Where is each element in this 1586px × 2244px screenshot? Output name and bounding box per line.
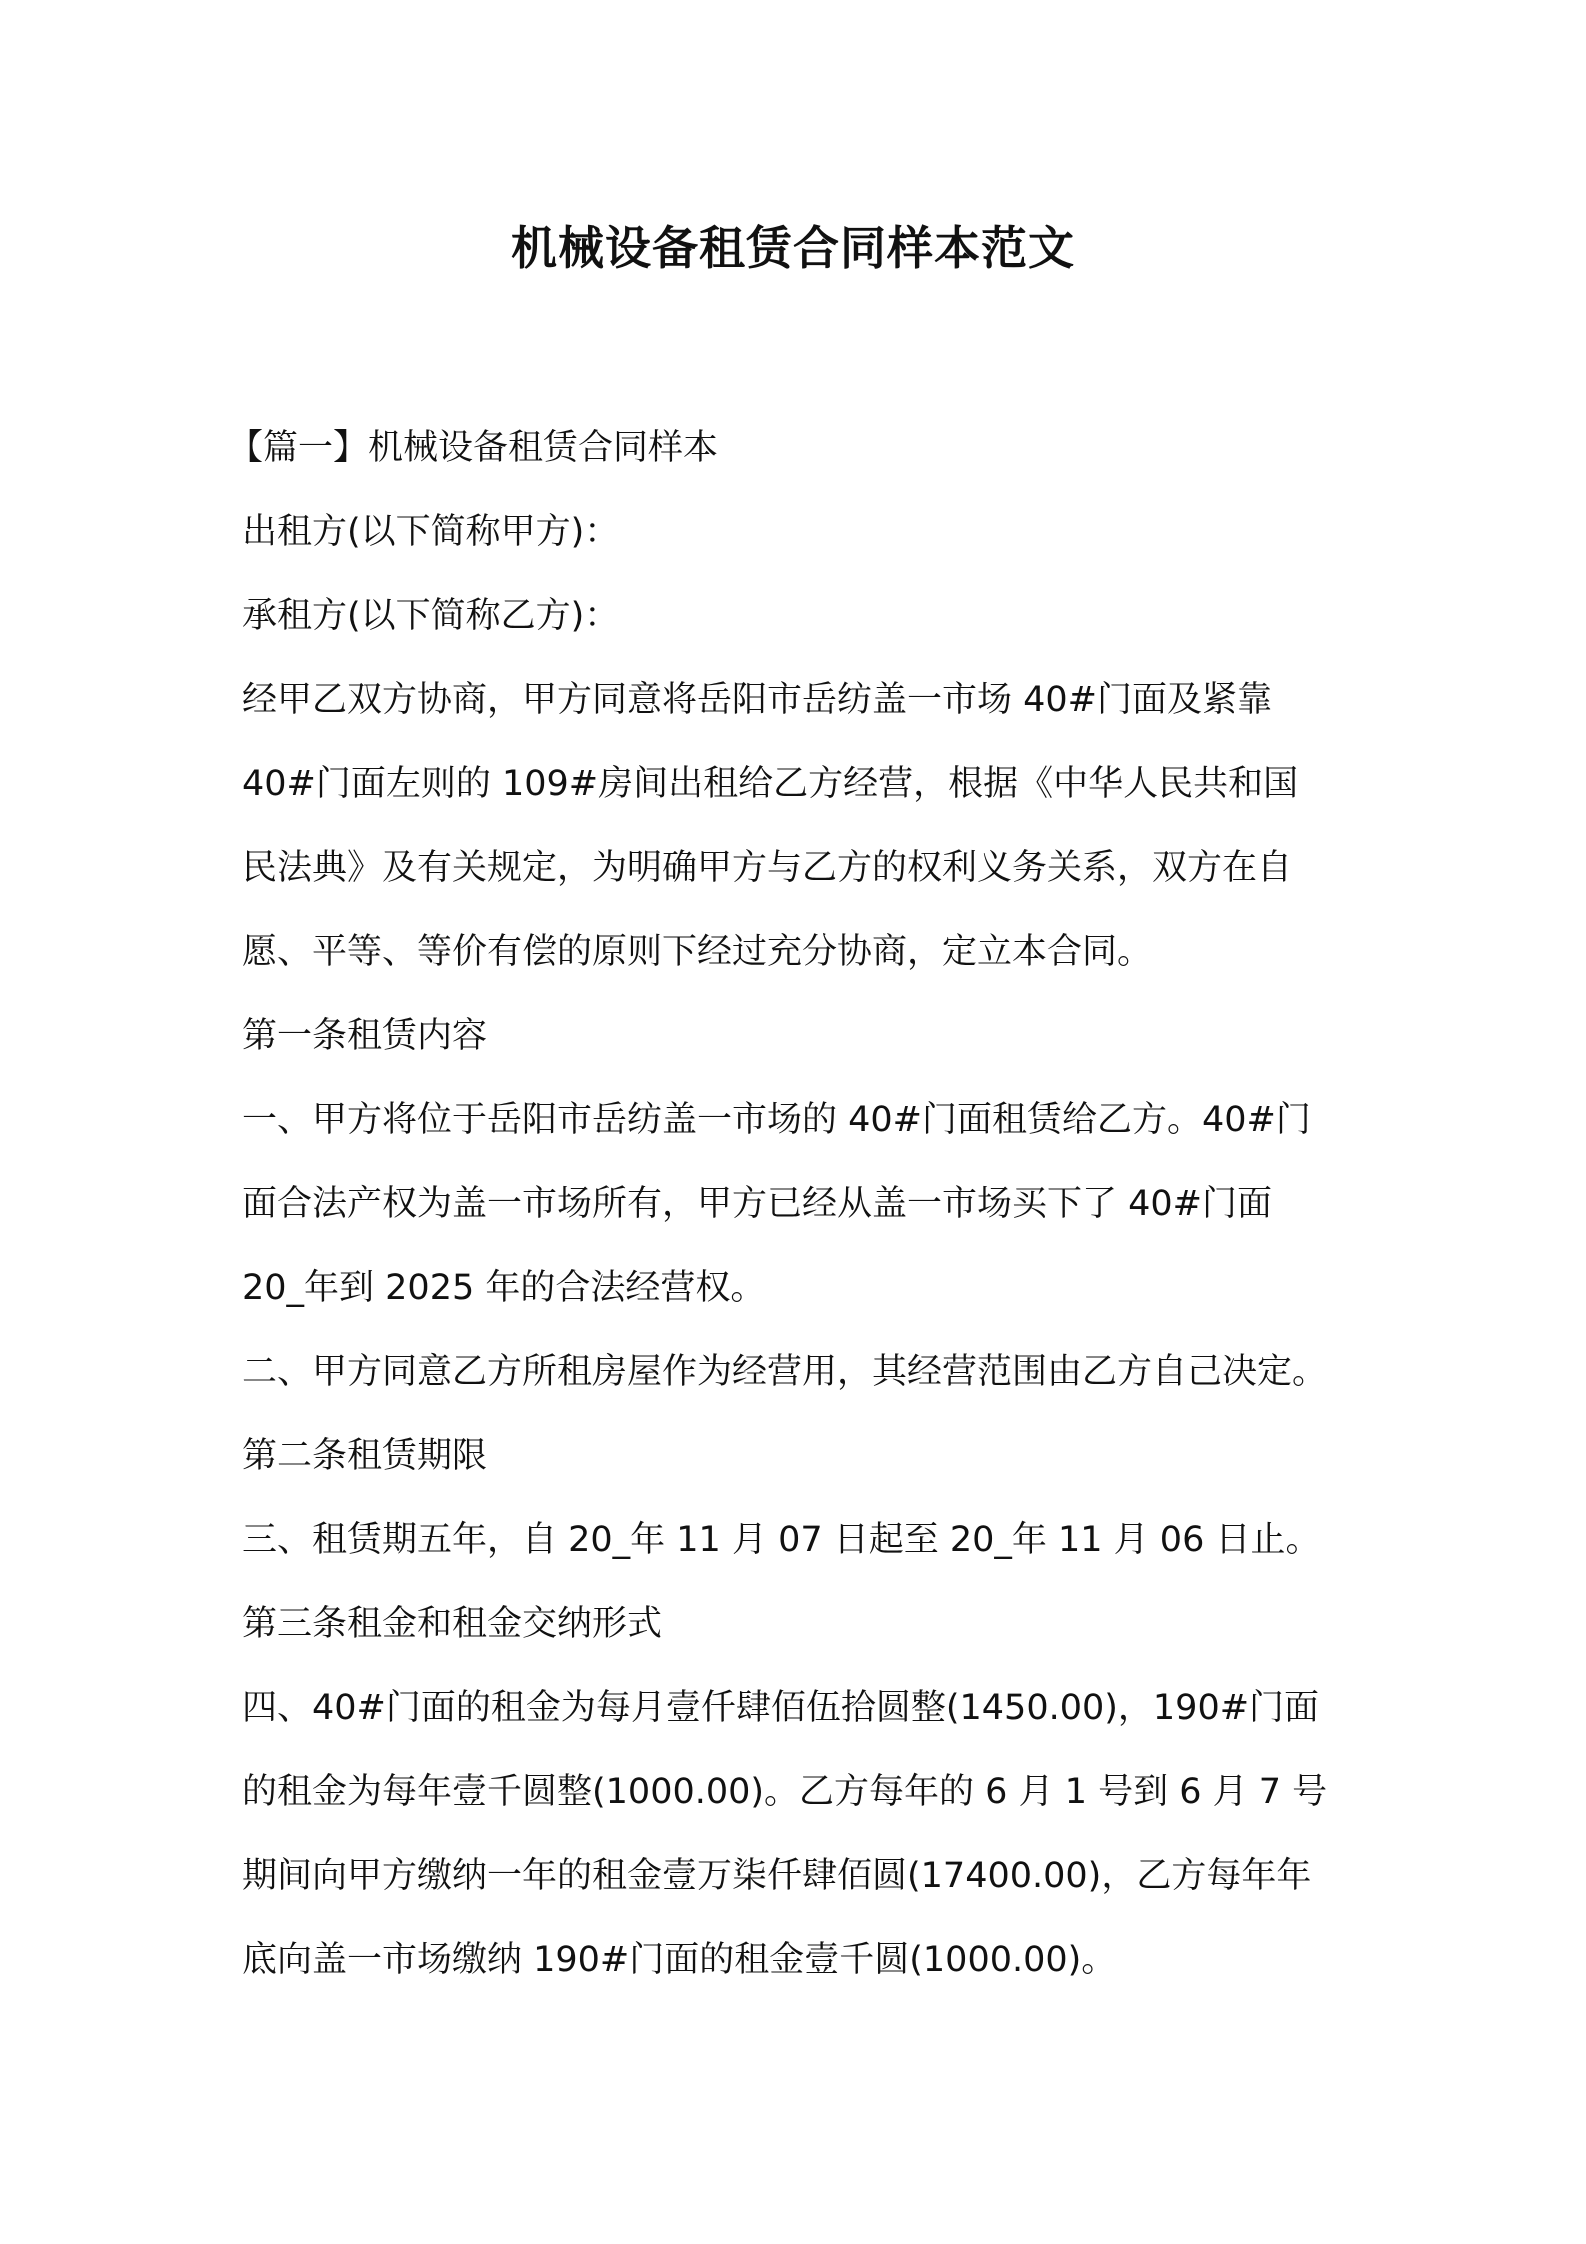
- clause-one-line-2: 面合法产权为盖一市场所有，甲方已经从盖一市场买下了 40#门面: [242, 1184, 1272, 1224]
- article-one-heading: 第一条租赁内容: [242, 1016, 488, 1056]
- clause-four-line-2: 的租金为每年壹千圆整(1000.00)。乙方每年的 6 月 1 号到 6 月 7 号: [242, 1772, 1328, 1812]
- document-title: 机械设备租赁合同样本范文: [511, 221, 1075, 275]
- clause-one-line-3: 20_年到 2025 年的合法经营权。: [242, 1268, 766, 1308]
- clause-three-line: 三、租赁期五年，自 20_年 11 月 07 日起至 20_年 11 月 06 日止。: [242, 1520, 1321, 1560]
- clause-two-line: 二、甲方同意乙方所租房屋作为经营用，其经营范围由乙方自己决定。: [242, 1352, 1328, 1392]
- lessor-line: 出租方(以下简称甲方)：: [242, 512, 620, 552]
- clause-four-line-3: 期间向甲方缴纳一年的租金壹万柒仟肆佰圆(17400.00)，乙方每年年: [242, 1856, 1312, 1896]
- clause-four-line-1: 四、40#门面的租金为每月壹仟肆佰伍拾圆整(1450.00)，190#门面: [242, 1688, 1320, 1728]
- article-three-heading: 第三条租金和租金交纳形式: [242, 1604, 663, 1644]
- document-body: [228, 406, 1364, 2002]
- preamble-line-4: 愿、平等、等价有偿的原则下经过充分协商，定立本合同。: [242, 932, 1153, 972]
- preamble-line-1: 经甲乙双方协商，甲方同意将岳阳市岳纺盖一市场 40#门面及紧靠: [242, 680, 1272, 720]
- section-heading-part-one: 【篇一】机械设备租赁合同样本: [228, 428, 719, 468]
- preamble-line-3: 民法典》及有关规定，为明确甲方与乙方的权利义务关系，双方在自: [242, 848, 1293, 888]
- clause-four-line-4: 底向盖一市场缴纳 190#门面的租金壹千圆(1000.00)。: [242, 1940, 1117, 1980]
- preamble-line-2: 40#门面左则的 109#房间出租给乙方经营，根据《中华人民共和国: [242, 764, 1299, 804]
- lessee-line: 承租方(以下简称乙方)：: [242, 596, 620, 636]
- article-two-heading: 第二条租赁期限: [242, 1436, 488, 1476]
- clause-one-line-1: 一、甲方将位于岳阳市岳纺盖一市场的 40#门面租赁给乙方。40#门: [242, 1100, 1311, 1140]
